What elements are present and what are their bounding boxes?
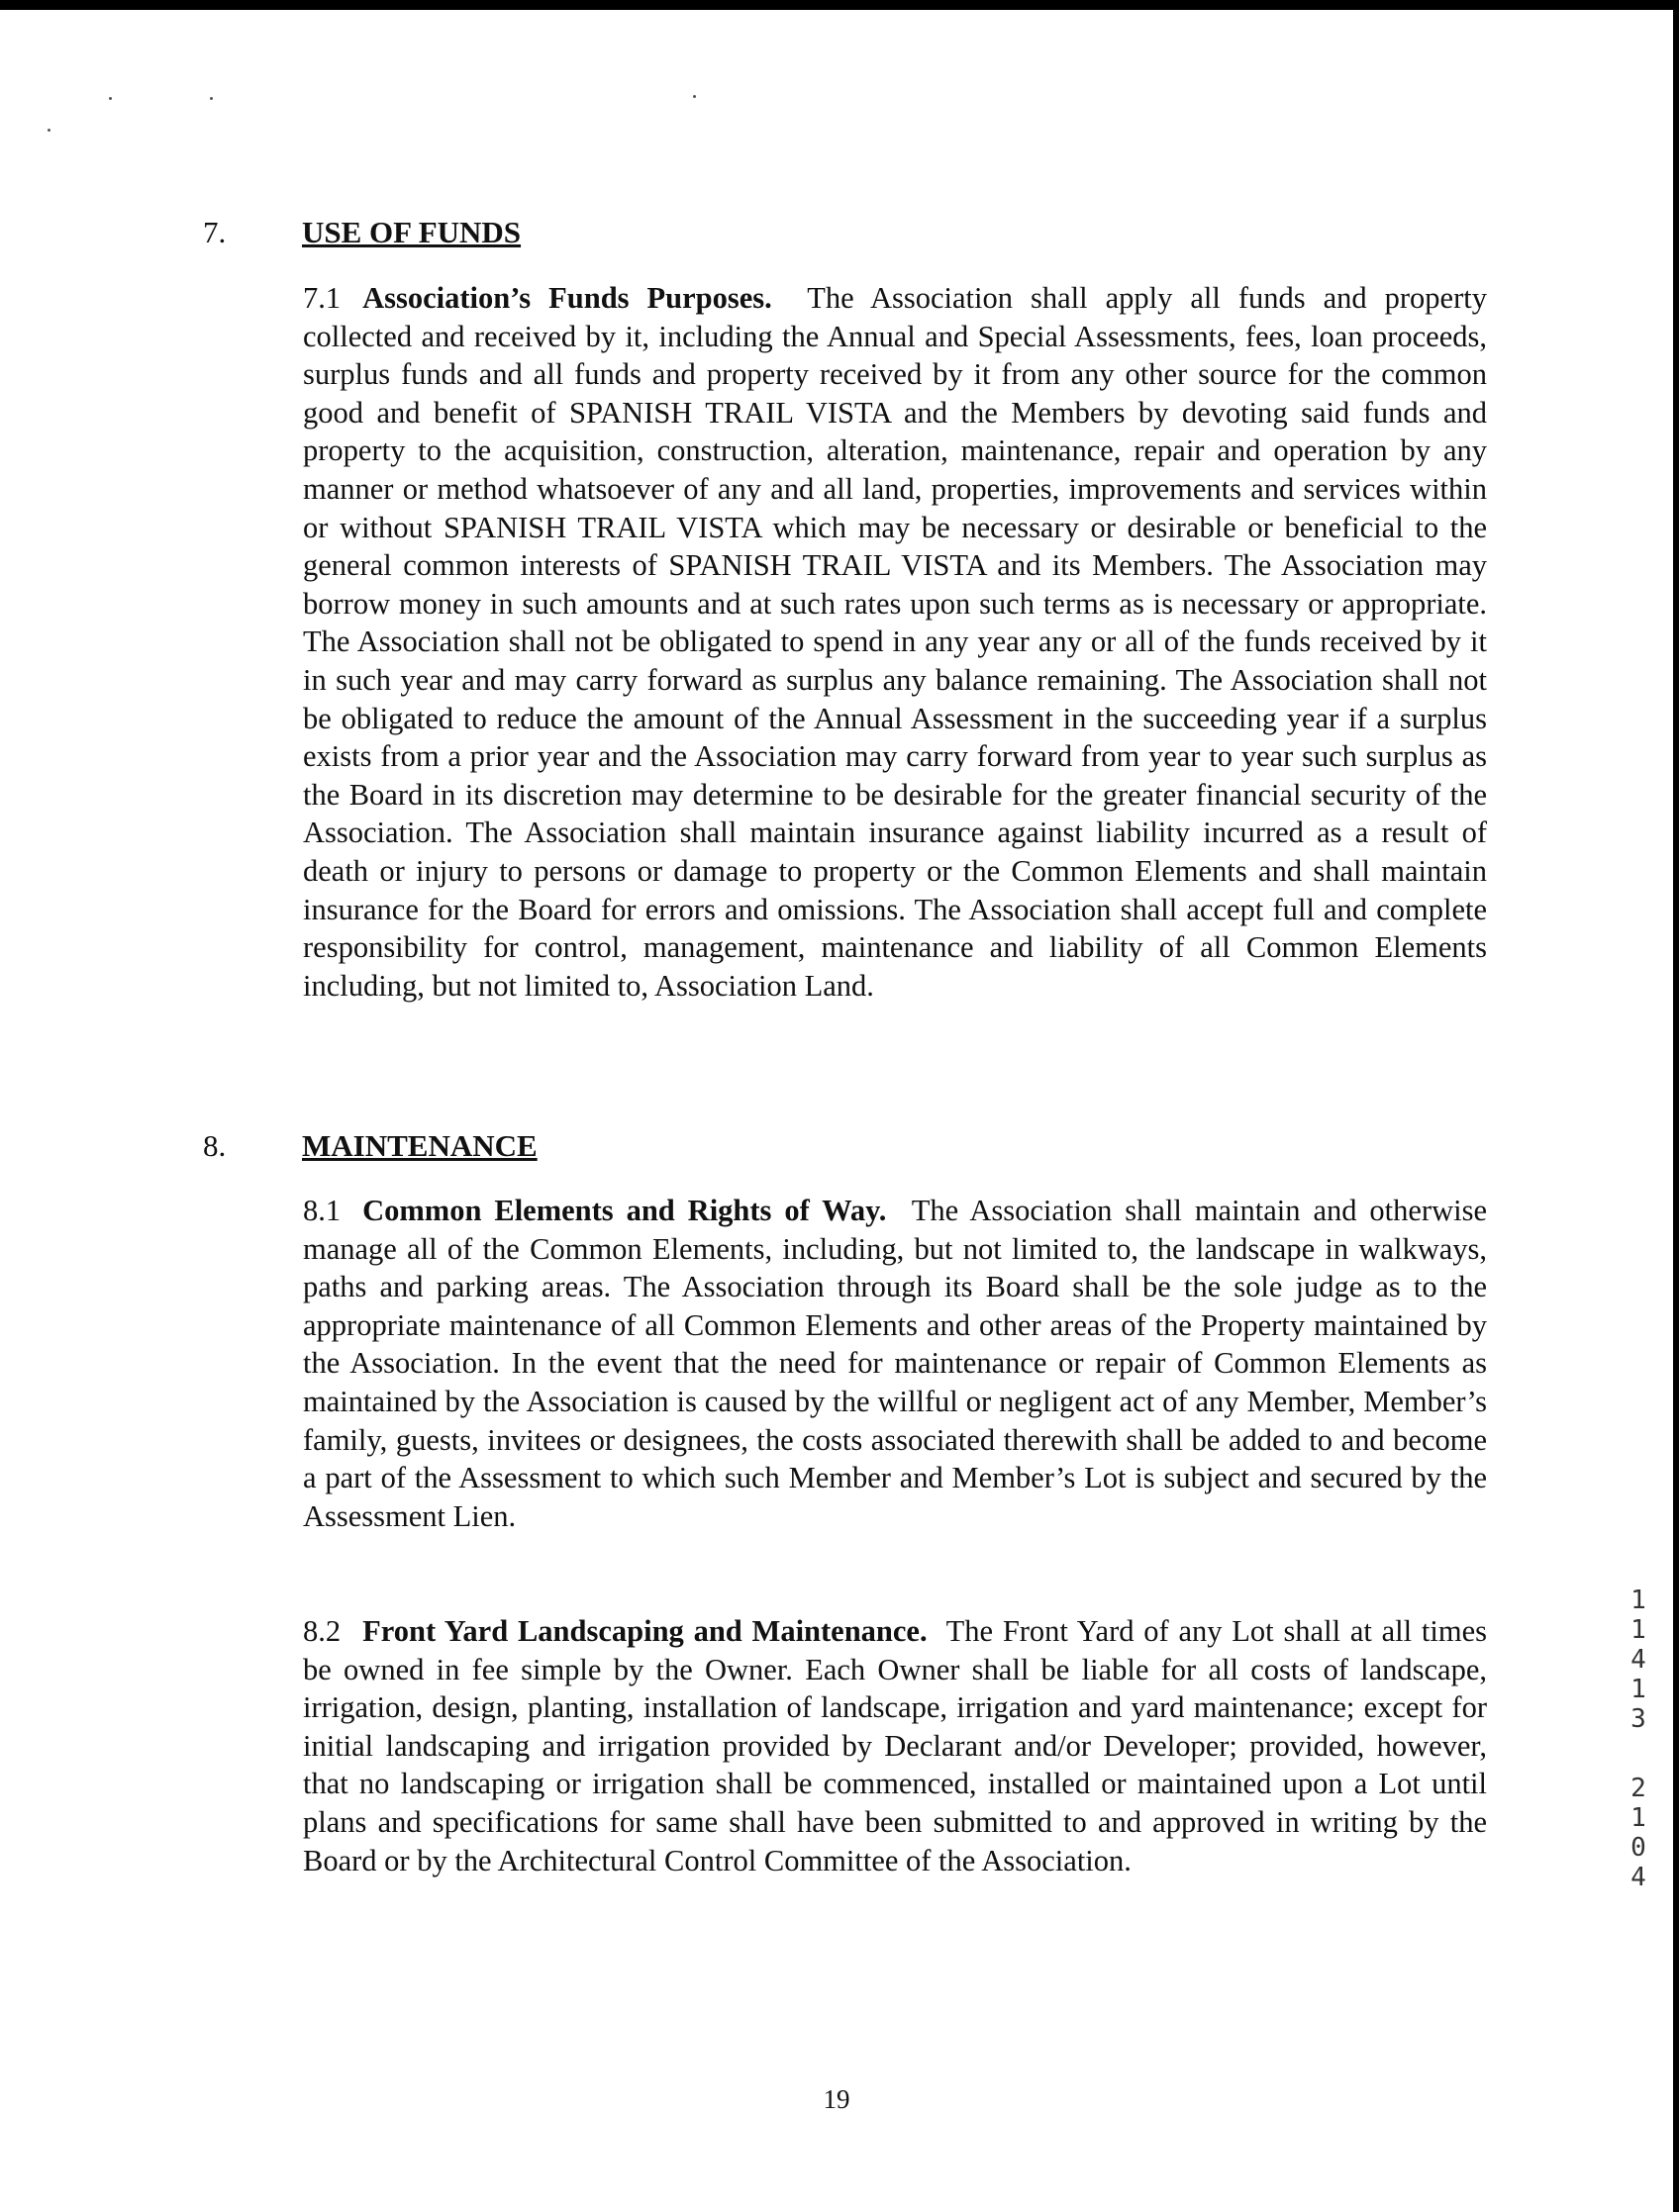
paragraph: 7.1 Association’s Funds Purposes. The Association shall apply all funds and property collected and received by it, including the Annual and Special Assessments, fees, loan proceeds, surplus funds and all funds and property received by it from any other source for the common good and benefit of SPANISH TRAIL VISTA and the Members by devoting said funds and property to the acquisition, construction, alteration, maintenance, repair and operation by any manner or method whatsoever of any and all land, properties, improvements and services within or without SPANISH TRAIL VISTA which may be necessary or desirable or beneficial to the general common interests of SPANISH TRAIL VISTA and its Members. The Association may borrow money in such amounts and at such rates upon such terms as is necessary or appropriate. The Association shall not be obligated to spend in any year any or all of the funds received by it in such year and may carry forward as surplus any balance remaining. The Association shall not be obligated to reduce the amount of the Annual Assessment in the succeeding year if a surplus exists from a prior year and the Association may carry forward from year to year such surplus as the Board in its discretion may determine to be desirable for the greater financial security of the Association. The Association shall maintain insurance against liability incurred as a result of death or injury to persons or damage to property or the Common Elements and shall maintain insurance for the Board for errors and omissions. The Association shall accept full and complete responsibility for control, management, maintenance and liability of all Common Elements including, but not limited to, Association Land. [303, 281, 1487, 1003]
scan-speck [48, 129, 50, 132]
paragraph: 8.1 Common Elements and Rights of Way. The Association shall maintain and otherwise manage all of the Common Elements, including, but not limited to, the landscape in walkways, paths and parking areas. The Association through its Board shall be the sole judge as to the appropriate maintenance of all Common Elements and other areas of the Property maintained by the Association. In the event that the need for maintenance or repair of Common Elements as maintained by the Association is caused by the willful or negligent act of any Member, Member’s family, guests, invitees or designees, the costs associated therewith shall be added to and become a part of the Assessment to which such Member and Member’s Lot is subject and secured by the Assessment Lien. [303, 1194, 1487, 1533]
section-title: MAINTENANCE [302, 1128, 538, 1163]
stamp-digit: 4 [1630, 1645, 1646, 1675]
stamp-digit: 1 [1630, 1675, 1646, 1704]
paragraph-text: The Front Yard of any Lot shall at all times be owned in fee simple by the Owner. Each Owner shall be liable for all costs of landscape, irrigation, design, planting, installation of landscape, irrigation and yard maintenance; except for initial landscaping and irrigation provided by Declarant and/or Developer; provided, however, that no landscaping or irrigation shall be commenced, installed or maintained upon a Lot until plans and specifications for same shall have been submitted to and approved in writing by the Board or by the Architectural Control Committee of the Association. [303, 1614, 1487, 1877]
document-page [0, 10, 1673, 2212]
stamp-digit: 1 [1630, 1615, 1646, 1645]
paragraph-title: Association’s Funds Purposes [362, 281, 765, 315]
scan-speck [693, 95, 696, 98]
paragraph-text: The Association shall maintain and otherwise manage all of the Common Elements, including, but not limited to, the landscape in walkways, paths and parking areas. The Association through its Board shall be the sole judge as to the appropriate maintenance of all Common Elements and other areas of the Property maintained by the Association. In the event that the need for maintenance or repair of Common Elements as maintained by the Association is caused by the willful or negligent act of any Member, Member’s family, guests, invitees or designees, the costs associated therewith shall be added to and become a part of the Assessment to which such Member and Member’s Lot is subject and secured by the Assessment Lien. [303, 1194, 1487, 1533]
stamp-digit: 1 [1630, 1586, 1646, 1615]
paragraph-number: 8.1 [303, 1194, 342, 1227]
stamp-digit: 3 [1630, 1704, 1646, 1734]
paragraph-number: 7.1 [303, 281, 342, 315]
paragraph-title: Front Yard Landscaping and Maintenance [362, 1614, 920, 1648]
scan-speck [109, 97, 112, 100]
stamp-digit: 1 [1630, 1803, 1646, 1833]
paragraph-text: The Association shall apply all funds and property collected and received by it, including the Annual and Special Assessments, fees, loan proceeds, surplus funds and all funds and property received by it from any other source for the common good and benefit of SPANISH TRAIL VISTA and the Members by devoting said funds and property to the acquisition, construction, alteration, maintenance, repair and operation by any manner or method whatsoever of any and all land, properties, improvements and services within or without SPANISH TRAIL VISTA which may be necessary or desirable or beneficial to the general common interests of SPANISH TRAIL VISTA and its Members. The Association may borrow money in such amounts and at such rates upon such terms as is necessary or appropriate. The Association shall not be obligated to spend in any year any or all of the funds received by it in such year and may carry forward as surplus any balance remaining. The Association shall not be obligated to reduce the amount of the Annual Assessment in the succeeding year if a surplus exists from a prior year and the Association may carry forward from year to year such surplus as the Board in its discretion may determine to be desirable for the greater financial security of the Association. The Association shall maintain insurance against liability incurred as a result of death or injury to persons or damage to property or the Common Elements and shall maintain insurance for the Board for errors and omissions. The Association shall accept full and complete responsibility for control, management, maintenance and liability of all Common Elements including, but not limited to, Association Land. [303, 281, 1487, 1003]
stamp-digit: 0 [1630, 1833, 1646, 1863]
paragraph-number: 8.2 [303, 1614, 342, 1648]
section-number: 7. [203, 215, 227, 249]
stamp-digit: 4 [1630, 1863, 1646, 1892]
stamp-digit: 2 [1630, 1774, 1646, 1803]
page-number: 19 [823, 2084, 850, 2114]
section-number: 8. [203, 1128, 227, 1163]
paragraph: 8.2 Front Yard Landscaping and Maintenance. The Front Yard of any Lot shall at all times be owned in fee simple by the Owner. Each Owner shall be liable for all costs of landscape, irrigation, design, planting, installation of landscape, irrigation and yard maintenance; except for initial landscaping and irrigation provided by Declarant and/or Developer; provided, however, that no landscaping or irrigation shall be commenced, installed or maintained upon a Lot until plans and specifications for same shall have been submitted to and approved in writing by the Board or by the Architectural Control Committee of the Association. [303, 1614, 1487, 1877]
section-title: USE OF FUNDS [302, 215, 522, 249]
paragraph-title: Common Elements and Rights of Way [362, 1194, 879, 1227]
document-stamp [1624, 1586, 1653, 1892]
scan-speck [210, 97, 213, 100]
